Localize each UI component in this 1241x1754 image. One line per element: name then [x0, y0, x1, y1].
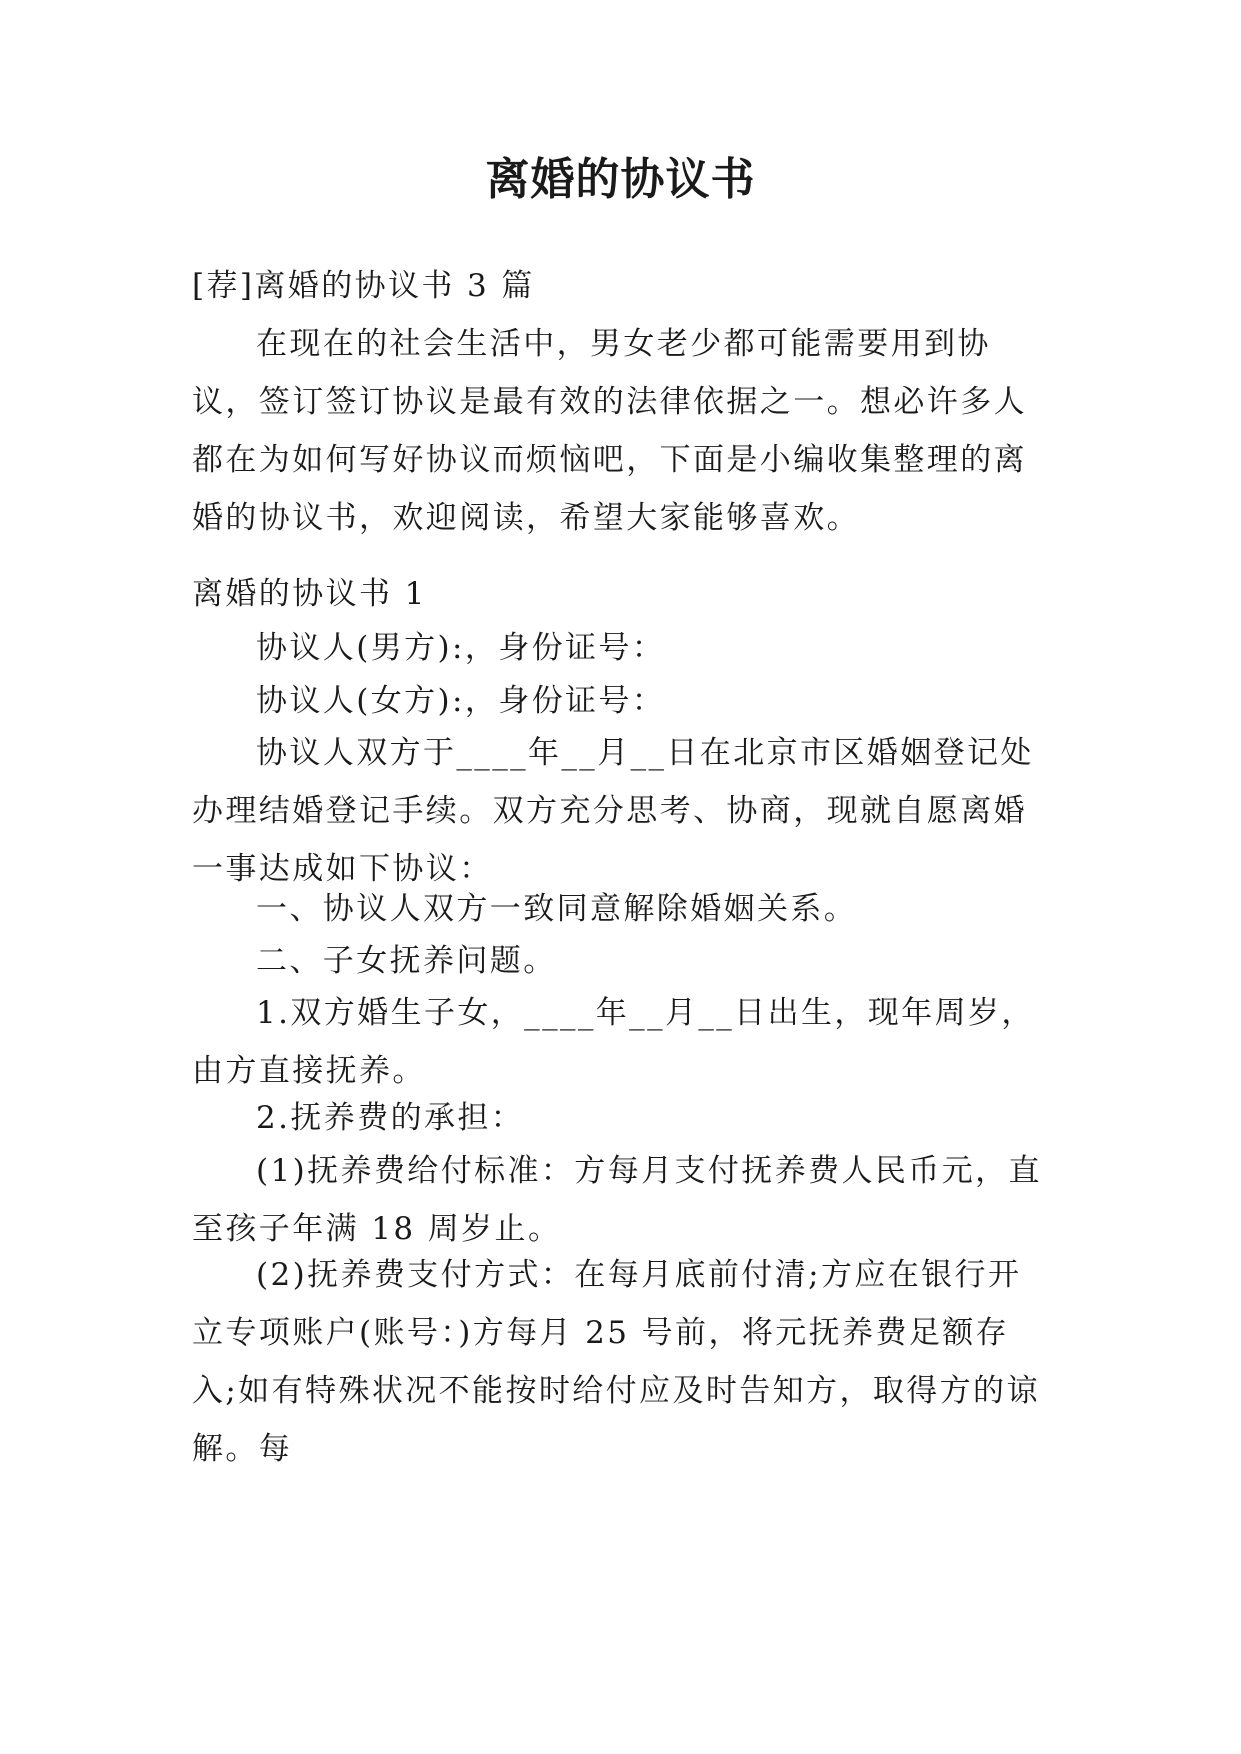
clause-2: 二、子女抚养问题。 [256, 943, 557, 979]
marriage-registration-paragraph: 协议人双方于____年__月__日在北京市区婚姻登记处办理结婚登记手续。双方充分思考、协商，现就自愿离婚一事达成如下协议： [192, 735, 1034, 887]
clause-2-1: 1.双方婚生子女，____年__月__日出生，现年周岁，由方直接抚养。 [192, 995, 1035, 1089]
document-title: 离婚的协议书 [485, 154, 756, 205]
clause-1: 一、协议人双方一致同意解除婚姻关系。 [256, 891, 858, 927]
party-female-line: 协议人(女方):，身份证号： [256, 683, 666, 719]
section-heading: 离婚的协议书 1 [192, 576, 427, 612]
party-male-line: 协议人(男方):，身份证号： [256, 630, 666, 666]
intro-paragraph: 在现在的社会生活中，男女老少都可能需要用到协议，签订签订协议是最有效的法律依据之一。想必许多人都在为如何写好协议而烦恼吧，下面是小编收集整理的离婚的协议书，欢迎阅读，希望大家能够喜欢。 [192, 326, 1027, 536]
clause-2-2-2: (2)抚养费支付方式：在每月底前付清;方应在银行开立专项账户(账号：)方每月 25 号前，将元抚养费足额存入;如有特殊状况不能按时给付应及时告知方，取得方的谅解。每 [192, 1257, 1040, 1467]
clause-2-2: 2.抚养费的承担： [256, 1100, 525, 1136]
clause-2-2-1: (1)抚养费给付标准：方每月支付抚养费人民币元，直至孩子年满 18 周岁止。 [192, 1153, 1042, 1247]
document-subtitle: [荐]离婚的协议书 3 篇 [192, 268, 535, 304]
